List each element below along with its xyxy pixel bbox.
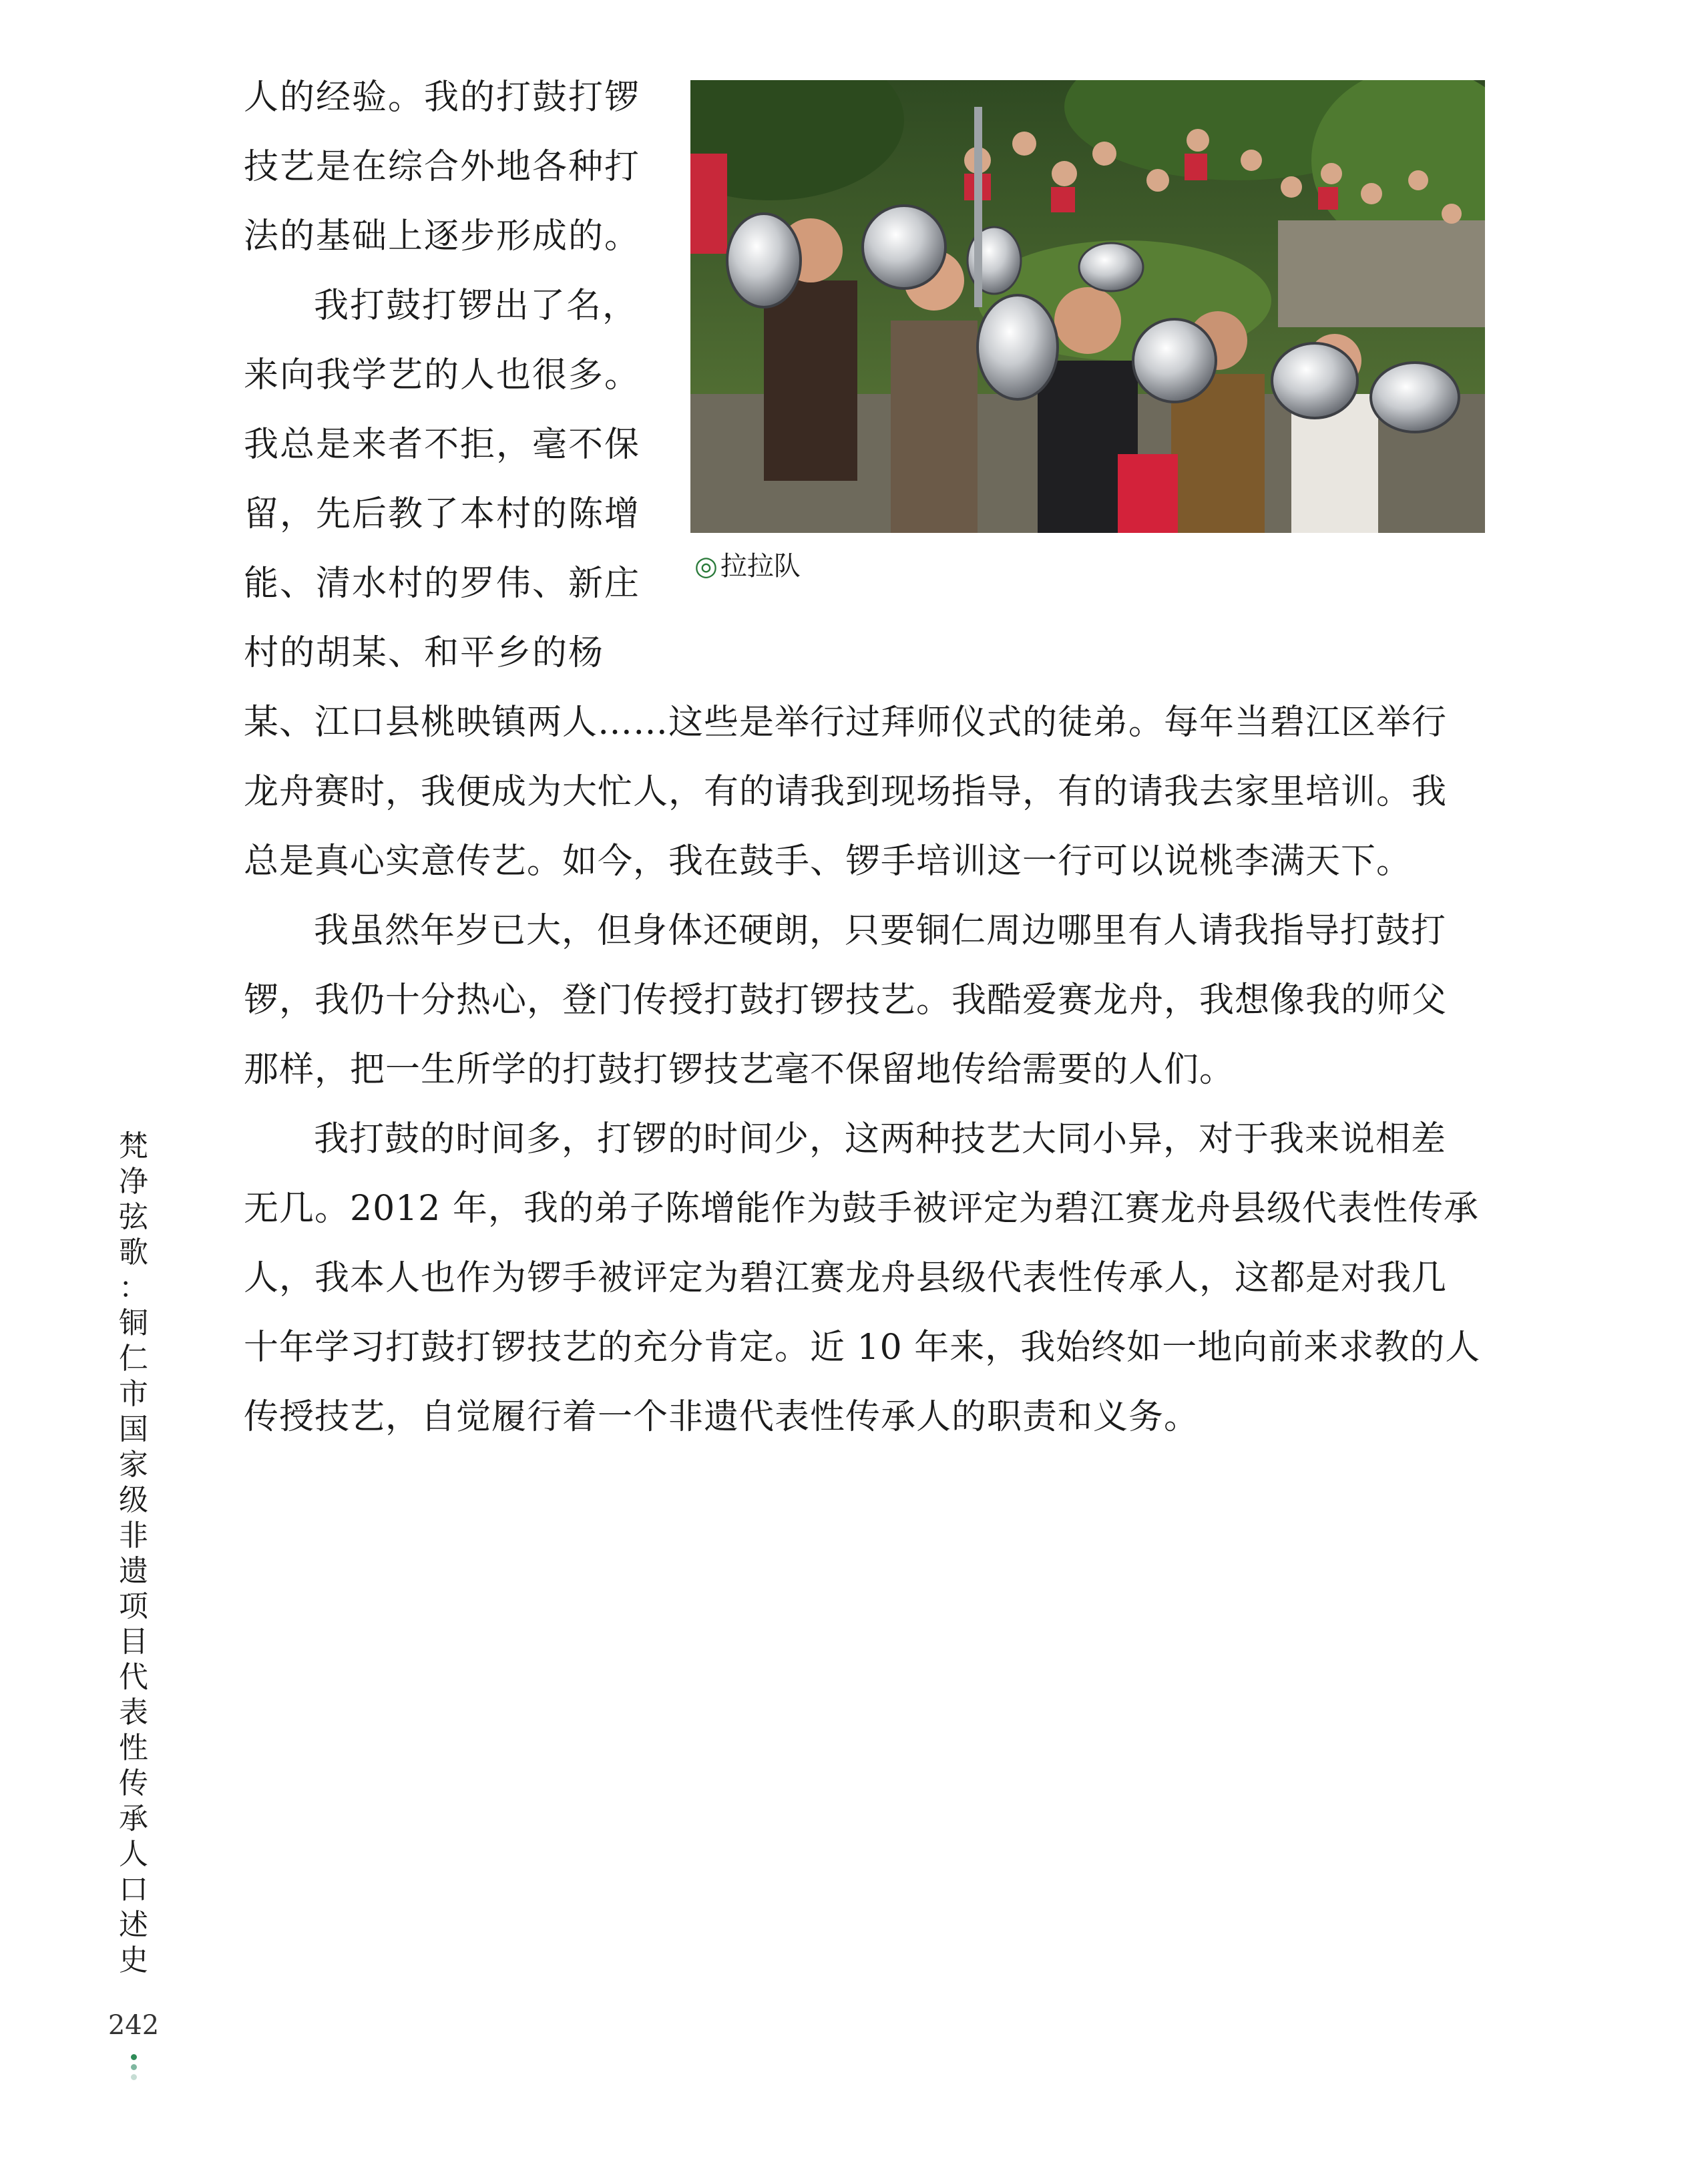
title-char: 口 xyxy=(119,1872,148,1907)
title-char: 表 xyxy=(119,1696,148,1730)
body-line: 人，我本人也作为锣手被评定为碧江赛龙舟县级代表性传承人，这都是对我几 xyxy=(244,1258,1448,1298)
page-number: 242 xyxy=(108,2010,160,2041)
body-line: 无几。2012 年，我的弟子陈增能作为鼓手被评定为碧江赛龙舟县级代表性传承 xyxy=(244,1189,1479,1229)
body-line: 留，先后教了本村的陈增 xyxy=(244,494,641,534)
title-char: 仁 xyxy=(119,1342,148,1376)
body-line: 我总是来者不拒，毫不保 xyxy=(244,425,641,465)
body-line: 龙舟赛时，我便成为大忙人，有的请我到现场指导，有的请我去家里培训。我 xyxy=(244,772,1448,812)
title-char: 代 xyxy=(119,1660,148,1694)
title-char: 家 xyxy=(119,1448,148,1482)
running-book-title xyxy=(114,1129,154,1978)
title-char: 项 xyxy=(119,1589,148,1623)
title-char: 史 xyxy=(119,1943,148,1977)
body-line: 村的胡某、和平乡的杨 xyxy=(244,633,605,673)
title-char: 级 xyxy=(119,1483,148,1517)
title-char: 梵 xyxy=(119,1129,148,1163)
title-char: 歌 xyxy=(119,1235,148,1269)
body-line: 那样，把一生所学的打鼓打锣技艺毫不保留地传给需要的人们。 xyxy=(244,1050,1235,1090)
title-char: 弦 xyxy=(119,1200,148,1234)
title-char: 传 xyxy=(119,1766,148,1800)
body-line: 能、清水村的罗伟、新庄 xyxy=(244,564,641,604)
body-line: 我打鼓打锣出了名， xyxy=(314,286,639,326)
title-char: 人 xyxy=(119,1837,148,1871)
caption-mark-icon: ◎ xyxy=(694,551,718,582)
title-char: 市 xyxy=(119,1377,148,1411)
body-line: 传授技艺，自觉履行着一个非遗代表性传承人的职责和义务。 xyxy=(244,1397,1200,1437)
title-char: 性 xyxy=(119,1731,148,1765)
photo-caption xyxy=(694,548,801,585)
body-line: 某、江口县桃映镇两人……这些是举行过拜师仪式的徒弟。每年当碧江区举行 xyxy=(244,703,1448,743)
body-line: 我打鼓的时间多，打锣的时间少，这两种技艺大同小异，对于我来说相差 xyxy=(314,1119,1447,1159)
body-line: 十年学习打鼓打锣技艺的充分肯定。近 10 年来，我始终如一地向前来求教的人 xyxy=(244,1328,1481,1368)
body-line: 技艺是在综合外地各种打 xyxy=(244,147,641,187)
decor-dot xyxy=(131,2074,137,2080)
caption-text: 拉拉队 xyxy=(720,551,801,582)
cheerleaders-photo xyxy=(690,80,1485,533)
body-line: 我虽然年岁已大，但身体还硬朗，只要铜仁周边哪里有人请我指导打鼓打 xyxy=(314,911,1447,951)
body-line: 锣，我仍十分热心，登门传授打鼓打锣技艺。我酷爱赛龙舟，我想像我的师父 xyxy=(244,980,1448,1020)
title-char: 非 xyxy=(119,1519,148,1553)
title-char: 国 xyxy=(119,1412,148,1446)
title-char: ： xyxy=(119,1271,148,1305)
title-char: 净 xyxy=(119,1165,148,1199)
body-line: 法的基础上逐步形成的。 xyxy=(244,216,641,256)
title-char: 铜 xyxy=(119,1306,148,1340)
title-char: 目 xyxy=(119,1625,148,1659)
body-line: 来向我学艺的人也很多。 xyxy=(244,355,641,395)
photo-illustration xyxy=(690,80,1485,533)
title-char: 承 xyxy=(119,1802,148,1836)
page-number-dots xyxy=(128,2050,139,2084)
body-line: 人的经验。我的打鼓打锣 xyxy=(244,77,641,118)
title-char: 述 xyxy=(119,1908,148,1942)
body-line: 总是真心实意传艺。如今，我在鼓手、锣手培训这一行可以说桃李满天下。 xyxy=(244,841,1412,881)
decor-dot xyxy=(131,2054,137,2060)
title-char: 遗 xyxy=(119,1554,148,1588)
decor-dot xyxy=(131,2064,137,2070)
